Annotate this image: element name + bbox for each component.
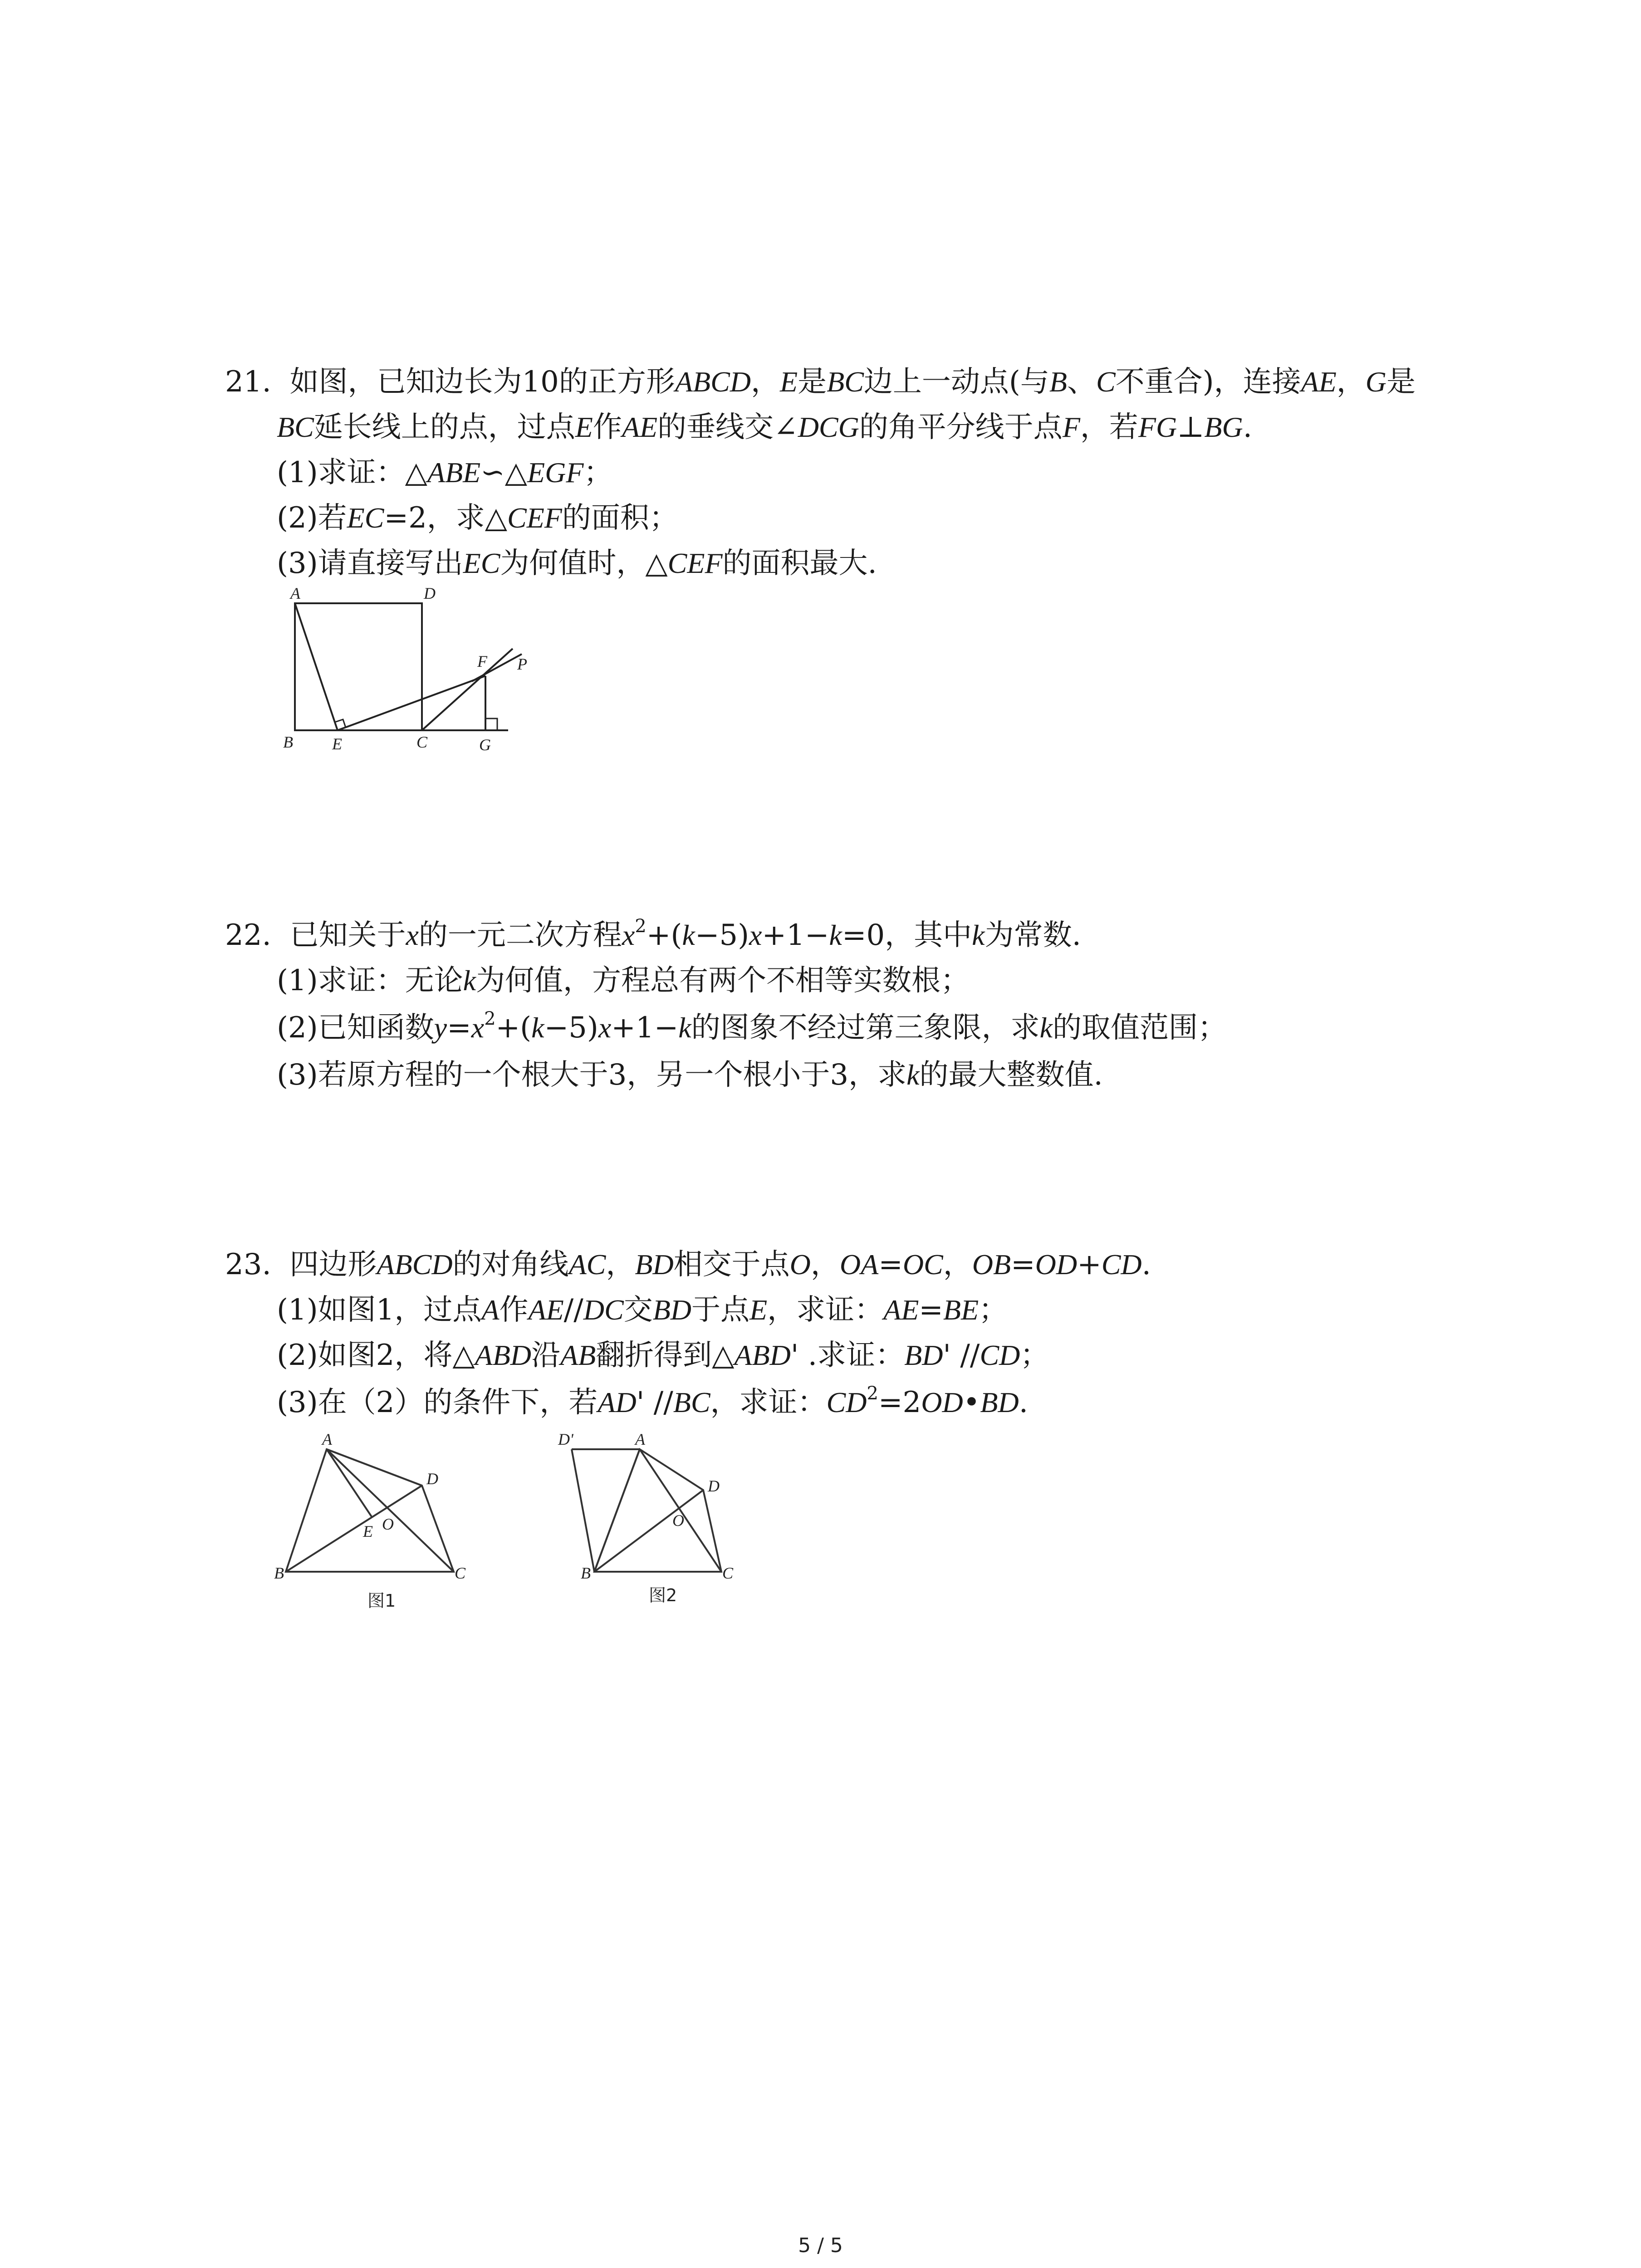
q21-text: =2，求△ bbox=[384, 501, 507, 535]
q23-var: DC bbox=[583, 1294, 624, 1326]
segment-ef bbox=[338, 676, 485, 730]
label-a: A bbox=[322, 1430, 332, 1448]
q23-var: BD bbox=[635, 1248, 674, 1281]
label-o: O bbox=[382, 1515, 394, 1533]
q23-text: ' // bbox=[636, 1386, 673, 1419]
label-e: E bbox=[332, 735, 342, 753]
q23-var: AE bbox=[883, 1294, 919, 1326]
q23-text: = bbox=[919, 1293, 943, 1327]
q21-sub-3 bbox=[277, 545, 877, 582]
q23-text: 沿 bbox=[531, 1339, 560, 1372]
label-d-prime: D' bbox=[558, 1430, 573, 1448]
q22-text: 为何值，方程总有两个不相等实数根； bbox=[476, 964, 970, 997]
diag-bd bbox=[594, 1490, 703, 1572]
q21-var: EGF bbox=[527, 456, 584, 489]
q23-var: AC bbox=[568, 1248, 606, 1281]
label-c: C bbox=[722, 1564, 734, 1582]
label-p: P bbox=[517, 655, 527, 673]
q23-var: OA bbox=[839, 1248, 879, 1281]
q21-line-1 bbox=[225, 364, 1416, 400]
q22-text: 的取值范围； bbox=[1053, 1011, 1227, 1045]
q21-text: 延长线上的点，过点 bbox=[314, 411, 575, 444]
label-a: A bbox=[290, 584, 300, 602]
q21-text: . bbox=[1243, 411, 1253, 444]
q22-text: 为常数. bbox=[985, 919, 1081, 952]
diag-bd bbox=[286, 1486, 422, 1572]
q22-var: x bbox=[406, 919, 419, 951]
q23-text: ， bbox=[943, 1248, 972, 1281]
q22-var: x bbox=[598, 1012, 612, 1044]
q23-text: . bbox=[1141, 1248, 1151, 1281]
label-d: D bbox=[424, 584, 436, 602]
page-number: 5 / 5 bbox=[798, 2234, 843, 2257]
q21-text: 是 bbox=[798, 365, 827, 399]
q21-var: E bbox=[780, 366, 798, 398]
q22-text: = bbox=[447, 1011, 471, 1045]
segment-ad bbox=[327, 1449, 422, 1486]
q23-text: =2 bbox=[878, 1386, 921, 1419]
q23-text: ，求证： bbox=[767, 1293, 884, 1327]
q22-text: (2)已知函数 bbox=[277, 1011, 434, 1045]
q23-var: ABD bbox=[475, 1339, 531, 1371]
q23-text: 作 bbox=[499, 1293, 529, 1327]
q21-text: ，若 bbox=[1080, 411, 1138, 444]
q22-text: −5) bbox=[544, 1011, 598, 1045]
q22-var: k bbox=[829, 919, 842, 951]
q21-var: DCG bbox=[798, 411, 859, 443]
quad-abcd bbox=[594, 1449, 721, 1572]
q22-line-1 bbox=[225, 917, 1081, 953]
q21-text: ⊥ bbox=[1177, 411, 1205, 444]
label-b: B bbox=[274, 1564, 284, 1582]
label-b: B bbox=[581, 1564, 591, 1582]
q23-text: (2)如图2，将△ bbox=[277, 1339, 475, 1372]
q23-text: ； bbox=[1020, 1339, 1049, 1372]
q21-var: ABCD bbox=[675, 366, 751, 398]
q22-sub-2 bbox=[277, 1010, 1227, 1046]
q21-text: 不重合)，连接 bbox=[1115, 365, 1301, 399]
q21-sub-1 bbox=[277, 455, 612, 491]
q23-figure-2 bbox=[558, 1429, 749, 1624]
q21-text: 是 bbox=[1386, 365, 1416, 399]
q23-var: OD bbox=[1035, 1248, 1078, 1281]
q22-text: (1)求证：无论 bbox=[277, 964, 463, 997]
q23-text: 翻折得到△ bbox=[596, 1339, 735, 1372]
label-b: B bbox=[283, 733, 293, 751]
q21-var: EC bbox=[463, 547, 500, 579]
q21-text: 边上一动点(与 bbox=[863, 365, 1049, 399]
q23-sub-3 bbox=[277, 1384, 1028, 1421]
label-a: A bbox=[635, 1430, 645, 1448]
q21-text: 的角平分线于点 bbox=[859, 411, 1063, 444]
q21-text: 的面积； bbox=[562, 501, 678, 535]
square-abcd bbox=[295, 603, 422, 730]
q23-text: + bbox=[1077, 1248, 1102, 1281]
q22-var: x bbox=[622, 919, 635, 951]
q21-sub-2 bbox=[277, 500, 678, 536]
q21-var: CEF bbox=[667, 547, 723, 579]
q21-var: F bbox=[1062, 411, 1080, 443]
label-f: F bbox=[477, 652, 487, 670]
q21-var: AE bbox=[622, 411, 658, 443]
q21-text: 作 bbox=[593, 411, 622, 444]
q23-var: BC bbox=[673, 1386, 710, 1418]
label-c: C bbox=[416, 733, 428, 751]
q23-var: AE bbox=[528, 1294, 564, 1326]
q23-var: OB bbox=[972, 1248, 1011, 1281]
q21-text: ， bbox=[751, 365, 780, 399]
q23-text: (1)如图1，过点 bbox=[277, 1293, 482, 1327]
q21-var: BG bbox=[1204, 411, 1243, 443]
q22-text: 的图象不经过第三象限，求 bbox=[691, 1011, 1040, 1045]
q22-exponent: 2 bbox=[484, 1008, 496, 1029]
label-e: E bbox=[363, 1522, 373, 1540]
q21-line-2 bbox=[277, 409, 1252, 445]
q22-text: +( bbox=[495, 1011, 532, 1045]
q22-var: x bbox=[471, 1012, 485, 1044]
q23-var: CD bbox=[980, 1339, 1020, 1371]
q21-text: (1)求证：△ bbox=[277, 456, 427, 489]
diag-ac bbox=[327, 1449, 454, 1572]
segment-ab-inner bbox=[594, 1449, 640, 1572]
q21-var: ABE bbox=[427, 456, 481, 489]
q21-figure bbox=[272, 585, 544, 767]
q21-text: 为何值时，△ bbox=[500, 547, 668, 580]
q22-text: −5) bbox=[695, 919, 749, 952]
q23-var: BD bbox=[652, 1294, 691, 1326]
q21-text: ， bbox=[1336, 365, 1366, 399]
q23-text: ， bbox=[810, 1248, 840, 1281]
q23-var: BD bbox=[904, 1339, 943, 1371]
q22-text: +1− bbox=[611, 1011, 679, 1045]
q23-var: ABD bbox=[734, 1339, 791, 1371]
q21-var: BC bbox=[277, 411, 314, 443]
q21-number: 21. bbox=[225, 365, 271, 399]
q23-var: BD bbox=[980, 1386, 1019, 1418]
q22-var: x bbox=[749, 919, 762, 951]
q22-text: +1− bbox=[762, 919, 829, 952]
segment-ae bbox=[327, 1449, 372, 1517]
q23-line-1 bbox=[225, 1246, 1151, 1283]
q23-figure-1 bbox=[274, 1429, 485, 1624]
q21-text: 的面积最大. bbox=[722, 547, 877, 580]
q22-var: k bbox=[678, 1012, 691, 1044]
q21-text: ； bbox=[583, 456, 613, 489]
q23-var: E bbox=[749, 1294, 768, 1326]
q23-text: • bbox=[963, 1386, 980, 1419]
q23-var: AB bbox=[560, 1339, 596, 1371]
q23-text: 于点 bbox=[691, 1293, 749, 1327]
q21-var: CEF bbox=[507, 502, 562, 534]
q22-var: k bbox=[906, 1059, 920, 1091]
q22-text: 的一元二次方程 bbox=[418, 919, 622, 952]
q23-text: ，求证： bbox=[710, 1386, 827, 1419]
q22-var: k bbox=[463, 964, 476, 997]
figure-2-caption: 图2 bbox=[649, 1585, 677, 1605]
label-c: C bbox=[455, 1564, 466, 1582]
q21-text: 、 bbox=[1067, 365, 1096, 399]
q22-text: (3)若原方程的一个根大于3，另一个根小于3，求 bbox=[277, 1058, 907, 1092]
q23-number: 23. bbox=[225, 1248, 271, 1281]
q23-var: O bbox=[789, 1248, 811, 1281]
q23-text: ； bbox=[979, 1293, 1008, 1327]
q21-var: BC bbox=[827, 366, 864, 398]
q22-text: =0，其中 bbox=[842, 919, 972, 952]
q21-text: ∽△ bbox=[480, 456, 527, 489]
q23-text: ' // bbox=[943, 1339, 980, 1372]
q22-var: k bbox=[682, 919, 695, 951]
q21-var: C bbox=[1096, 366, 1116, 398]
q21-text: 的垂线交∠ bbox=[657, 411, 798, 444]
q22-text: +( bbox=[646, 919, 682, 952]
q23-exponent: 2 bbox=[867, 1383, 878, 1404]
q23-text: . bbox=[1019, 1386, 1029, 1419]
quad-abcd bbox=[286, 1449, 454, 1572]
figure-1-caption: 图1 bbox=[367, 1591, 396, 1611]
segment-cp bbox=[422, 649, 513, 730]
q23-var: ABCD bbox=[377, 1248, 453, 1281]
q23-text: ， bbox=[606, 1248, 635, 1281]
q22-var: y bbox=[434, 1012, 447, 1044]
q23-text: 相交于点 bbox=[673, 1248, 790, 1281]
label-d: D bbox=[426, 1470, 438, 1488]
q21-text: (3)请直接写出 bbox=[277, 547, 463, 580]
q21-var: B bbox=[1049, 366, 1067, 398]
q23-sub-1 bbox=[277, 1292, 1008, 1328]
q21-var: G bbox=[1365, 366, 1386, 398]
q23-text: = bbox=[1011, 1248, 1035, 1281]
q22-var: k bbox=[972, 919, 985, 951]
q23-var: AD bbox=[598, 1386, 637, 1418]
q21-var: FG bbox=[1138, 411, 1177, 443]
q22-var: k bbox=[531, 1012, 544, 1044]
label-d: D bbox=[708, 1477, 720, 1495]
q23-text: = bbox=[878, 1248, 903, 1281]
q21-var: E bbox=[575, 411, 593, 443]
q22-exponent: 2 bbox=[635, 916, 647, 937]
q23-text: ' .求证： bbox=[790, 1339, 905, 1372]
q22-var: k bbox=[1039, 1012, 1053, 1044]
segment-ae bbox=[295, 603, 338, 730]
q22-text: 的最大整数值. bbox=[919, 1058, 1103, 1092]
q21-var: AE bbox=[1301, 366, 1337, 398]
q23-text: 的对角线 bbox=[452, 1248, 569, 1281]
q23-var: A bbox=[481, 1294, 500, 1326]
q22-sub-3 bbox=[277, 1057, 1103, 1093]
label-o: O bbox=[672, 1511, 684, 1530]
q21-var: EC bbox=[347, 502, 384, 534]
label-g: G bbox=[479, 736, 491, 754]
q22-text: 已知关于 bbox=[289, 919, 406, 952]
q22-number: 22. bbox=[225, 919, 271, 952]
q23-var: BE bbox=[943, 1294, 979, 1326]
right-angle-g bbox=[485, 719, 497, 730]
q23-text: 交 bbox=[623, 1293, 653, 1327]
segment-bd-prime bbox=[572, 1449, 594, 1572]
q23-var: CD bbox=[1101, 1248, 1142, 1281]
q23-text: (3)在（2）的条件下，若 bbox=[277, 1386, 598, 1419]
diag-ac bbox=[640, 1449, 721, 1572]
q23-var: OD bbox=[921, 1386, 963, 1418]
q23-sub-2 bbox=[277, 1337, 1049, 1374]
q21-text: (2)若 bbox=[277, 501, 347, 535]
q23-var: CD bbox=[826, 1386, 867, 1418]
q23-var: OC bbox=[902, 1248, 943, 1281]
q23-text: 四边形 bbox=[289, 1248, 377, 1281]
q23-text: // bbox=[563, 1293, 583, 1327]
q21-text: 如图，已知边长为10的正方形 bbox=[289, 365, 675, 399]
q22-sub-1 bbox=[277, 963, 970, 999]
